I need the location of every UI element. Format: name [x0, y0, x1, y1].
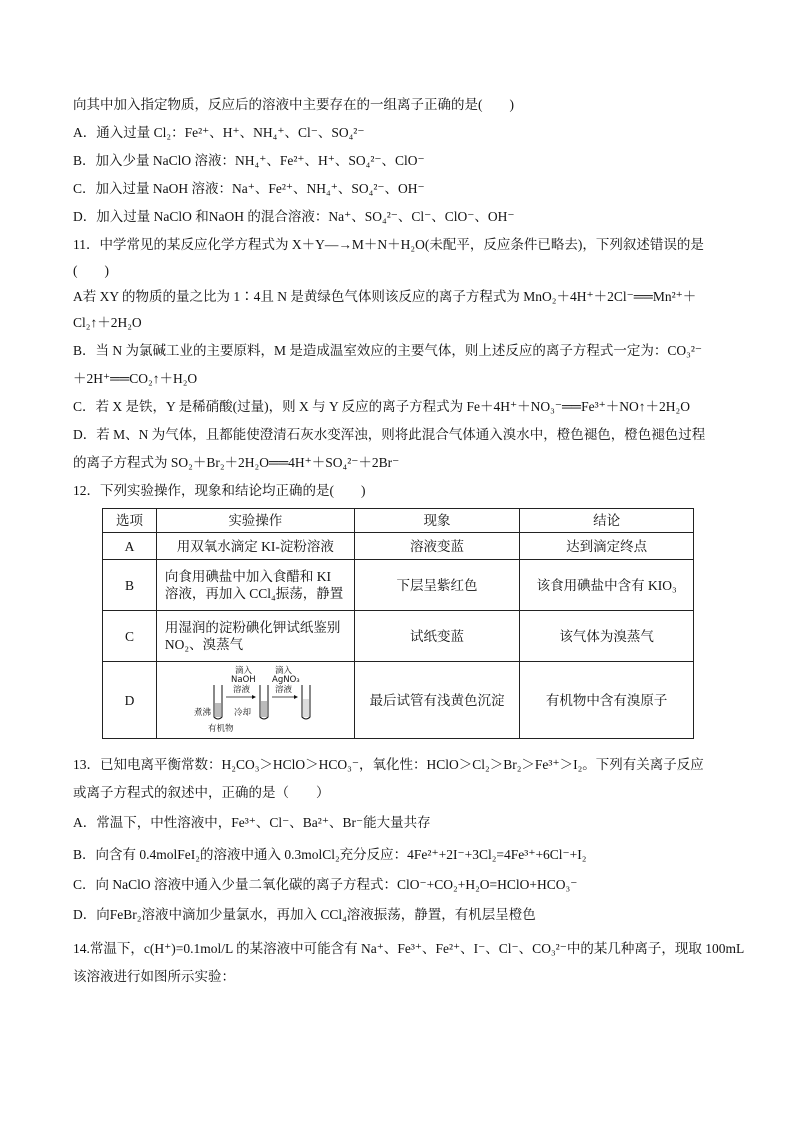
row-phenomenon: 最后试管有浅黄色沉淀	[354, 662, 520, 739]
row-option: A	[103, 533, 157, 560]
q13-option-d: D．向FeBr₂溶液中滴加少量氯水，再加入 CCl₄溶液振荡，静置，有机层呈橙色	[73, 907, 536, 922]
q10-stem: 向其中加入指定物质，反应后的溶液中主要存在的一组离子正确的是( )	[73, 97, 514, 112]
q11-option-c: C．若 X 是铁，Y 是稀硝酸(过量)，则 X 与 Y 反应的离子方程式为 Fe＋4H⁺＋NO₃⁻══Fe³⁺＋NO↑＋2H₂O	[73, 399, 690, 414]
row-conclusion: 有机物中含有溴原子	[520, 662, 694, 739]
arrow-1-head	[252, 695, 256, 699]
row-option: C	[103, 611, 157, 662]
row-operation-apparatus	[156, 662, 354, 739]
q13-option-a: A．常温下，中性溶液中，Fe³⁺、Cl⁻、Ba²⁺、Br⁻能大量共存	[73, 815, 431, 830]
row-conclusion: 该食用碘盐中含有 KIO₃	[520, 560, 694, 611]
q12-stem: 12．下列实验操作，现象和结论均正确的是( )	[73, 483, 366, 498]
q13-option-b: B．向含有 0.4molFeI₂的溶液中通入 0.3molCl₂充分反应：4Fe²⁺+2I⁻+3Cl₂=4Fe³⁺+6Cl⁻+I₂	[73, 847, 587, 862]
q11-option-d-line2: 的离子方程式为 SO₂＋Br₂＋2H₂O══4H⁺＋SO₄²⁻＋2Br⁻	[73, 455, 400, 470]
table-row	[103, 611, 694, 662]
label-drop-naoh-3: 溶液	[233, 685, 251, 695]
q14-stem-line1: 14.常温下，c(H⁺)=0.1mol/L 的某溶液中可能含有 Na⁺、Fe³⁺、Fe²⁺、I⁻、Cl⁻、CO₃²⁻中的某几种离子，现取 100mL	[73, 941, 745, 956]
row-operation-line1: 用湿润的淀粉碘化钾试纸鉴别	[164, 620, 341, 635]
q13-stem-line1: 13．已知电离平衡常数：H₂CO₃＞HClO＞HCO₃⁻，氧化性：HClO＞Cl₂＞Br₂＞Fe³⁺＞I₂。下列有关离子反应	[73, 757, 704, 772]
row-conclusion: 该气体为溴蒸气	[520, 611, 694, 662]
tube-2-liquid	[261, 701, 267, 717]
row-operation-line1: 向食用碘盐中加入食醋和 KI	[164, 569, 332, 584]
q11-option-a-line1: A若 XY 的物质的量之比为 1∶4且 N 是黄绿色气体则该反应的离子方程式为 MnO₂＋4H⁺＋2Cl⁻══Mn²⁺＋	[73, 289, 697, 304]
q11-stem: 11．中学常见的某反应化学方程式为 X＋Y―→M＋N＋H₂O(未配平，反应条件已略去)，下列叙述错误的是	[73, 237, 704, 252]
row-phenomenon: 试纸变蓝	[354, 611, 520, 662]
row-phenomenon: 溶液变蓝	[354, 533, 520, 560]
row-option: D	[103, 662, 157, 739]
row-conclusion: 达到滴定终点	[520, 533, 694, 560]
table-row	[103, 662, 694, 739]
arrow-2-head	[294, 695, 298, 699]
q14-stem-line2: 该溶液进行如图所示实验：	[73, 969, 235, 984]
label-organic: 有机物	[208, 724, 234, 734]
row-operation-line2: NO₂、溴蒸气	[164, 637, 244, 652]
row-operation-line2: 溶液，再加入 CCl₄振荡，静置	[164, 586, 344, 601]
q11-answer-blank: ( )	[73, 263, 109, 278]
label-drop-agno3-3: 溶液	[275, 685, 293, 695]
label-drop-naoh-1: 滴入	[235, 666, 253, 676]
label-cool: 冷却	[234, 708, 252, 718]
test-tube-apparatus-diagram	[190, 665, 320, 735]
row-phenomenon: 下层呈紫红色	[354, 560, 520, 611]
header-phenomenon: 现象	[354, 509, 520, 533]
table-row	[103, 560, 694, 611]
label-drop-naoh-2: NaOH	[231, 675, 256, 685]
header-conclusion: 结论	[520, 509, 694, 533]
label-drop-agno3-2: AgNO₃	[272, 675, 300, 685]
header-option: 选项	[103, 509, 157, 533]
q11-option-a-line2: Cl₂↑＋2H₂O	[73, 315, 142, 330]
tube-1-liquid	[215, 703, 221, 717]
label-boil: 煮沸	[194, 708, 212, 718]
q12-options-table	[102, 508, 694, 739]
q11-option-d-line1: D．若 M、N 为气体，且都能使澄清石灰水变浑浊，则将此混合气体通入溴水中，橙色褪色，橙色褪色过程	[73, 427, 706, 442]
row-operation	[156, 560, 354, 611]
q10-option-d: D．加入过量 NaClO 和NaOH 的混合溶液：Na⁺、SO₄²⁻、Cl⁻、ClO⁻、OH⁻	[73, 209, 515, 224]
q13-option-c: C．向 NaClO 溶液中通入少量二氧化碳的离子方程式：ClO⁻+CO₂+H₂O=HClO+HCO₃⁻	[73, 877, 578, 892]
row-operation	[156, 611, 354, 662]
label-drop-agno3-1: 滴入	[275, 666, 293, 676]
q10-option-c: C．加入过量 NaOH 溶液：Na⁺、Fe²⁺、NH₄⁺、SO₄²⁻、OH⁻	[73, 181, 425, 196]
q10-option-b: B．加入少量 NaClO 溶液：NH₄⁺、Fe²⁺、H⁺、SO₄²⁻、ClO⁻	[73, 153, 425, 168]
table-header-row	[103, 509, 694, 533]
q11-option-b-line1: B．当 N 为氯碱工业的主要原料，M 是造成温室效应的主要气体，则上述反应的离子方程式一定为：CO₃²⁻	[73, 343, 703, 358]
header-operation: 实验操作	[156, 509, 354, 533]
row-option: B	[103, 560, 157, 611]
q11-option-b-line2: ＋2H⁺══CO₂↑＋H₂O	[73, 371, 198, 386]
q13-stem-line2: 或离子方程式的叙述中，正确的是（ ）	[73, 785, 330, 800]
row-operation: 用双氧水滴定 KI-淀粉溶液	[156, 533, 354, 560]
tube-3-liquid	[303, 699, 309, 717]
q10-option-a: A．通入过量 Cl₂：Fe²⁺、H⁺、NH₄⁺、Cl⁻、SO₄²⁻	[73, 125, 365, 140]
table-row	[103, 533, 694, 560]
